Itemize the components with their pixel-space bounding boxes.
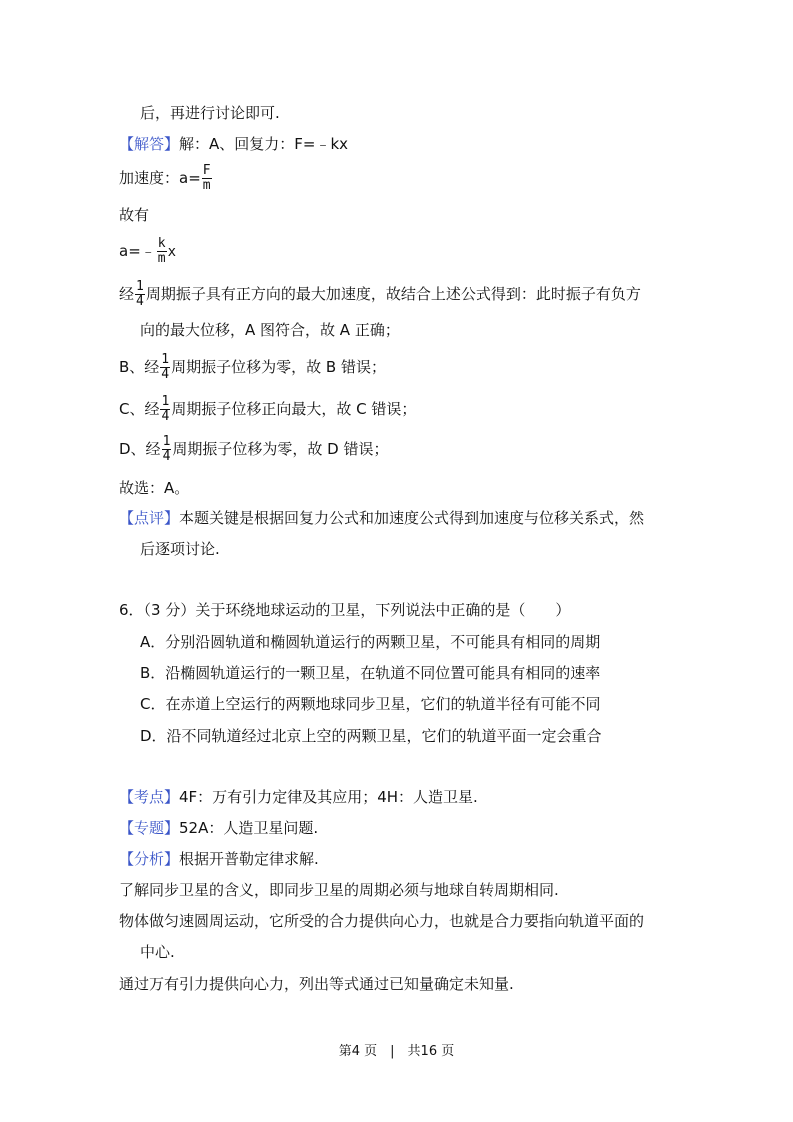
answer-tag: 【解答】 (119, 135, 180, 153)
question-option-c: C．在赤道上空运行的两颗地球同步卫星，它们的轨道半径有可能不同 (140, 695, 601, 713)
zhuanti-line (119, 818, 318, 838)
analysis-line4: 通过万有引力提供向心力，列出等式通过已知量确定未知量. (119, 975, 514, 993)
fraction-denominator: 4 (161, 367, 170, 382)
prefix-text: C、经 (119, 400, 160, 418)
analysis-line2: 物体做匀速圆周运动，它所受的合力提供向心力，也就是合力要指向轨道平面的 (119, 912, 645, 930)
analysis-text: 周期振子位移为零，故 B 错误； (171, 358, 386, 376)
option-a-analysis-line2: 向的最大位移，A 图符合，故 A 正确； (140, 321, 400, 339)
review-line2: 后逐项讨论. (140, 540, 220, 558)
a-equation-suffix: x (167, 244, 177, 260)
review-line1 (119, 508, 644, 528)
analysis-text: 周期振子位移正向最大，故 C 错误； (171, 400, 417, 418)
fraction-denominator: 4 (162, 449, 171, 464)
fenxi-text: 根据开普勒定律求解. (179, 850, 319, 868)
question-option-b: B．沿椭圆轨道运行的一颗卫星，在轨道不同位置可能具有相同的速率 (140, 664, 601, 682)
fraction-numerator: 1 (161, 394, 170, 409)
zhuanti-text: 52A：人造卫星问题. (179, 819, 319, 837)
review-text: 本题关键是根据回复力公式和加速度公式得到加速度与位移关系式，然 (179, 509, 645, 527)
answer-text: 解：A、回复力：F=﹣kx (179, 135, 349, 153)
answer-line (119, 134, 348, 154)
fraction-numerator: 1 (136, 279, 144, 294)
analysis-line1: 了解同步卫星的含义，即同步卫星的周期必须与地球自转周期相同. (119, 881, 559, 899)
a-equation-line (119, 237, 176, 266)
prefix-text: B、经 (119, 358, 160, 376)
review-tag: 【点评】 (119, 509, 180, 527)
fraction-denominator: m (157, 251, 166, 266)
fraction-denominator: 4 (136, 294, 144, 309)
question-option-d: D．沿不同轨道经过北京上空的两颗卫星，它们的轨道平面一定会重合 (140, 727, 602, 745)
option-d-analysis (119, 435, 388, 464)
fenxi-tag: 【分析】 (119, 850, 180, 868)
k-over-m-fraction (157, 237, 167, 266)
page-footer: 第4 页 | 共16 页 (338, 1044, 455, 1059)
analysis-line3: 中心. (140, 943, 175, 961)
quarter-fraction (160, 395, 170, 424)
kaodian-tag: 【考点】 (119, 788, 180, 806)
option-b-analysis (119, 353, 386, 382)
fraction-denominator: m (202, 178, 211, 193)
answer-choice: 故选：A。 (119, 479, 190, 497)
prefix-text: 经 (119, 285, 135, 303)
fraction-numerator: 1 (162, 434, 171, 449)
kaodian-text: 4F：万有引力定律及其应用；4H：人造卫星. (179, 788, 478, 806)
analysis-text: 周期振子位移为零，故 D 错误； (172, 440, 389, 458)
acceleration-label: 加速度：a= (119, 169, 201, 187)
fraction-denominator: 4 (161, 409, 170, 424)
analysis-text: 周期振子具有正方向的最大加速度，故结合上述公式得到：此时振子有负方 (145, 285, 641, 303)
option-a-analysis-line1 (119, 280, 641, 309)
zhuanti-tag: 【专题】 (119, 819, 180, 837)
question-option-a: A．分别沿圆轨道和椭圆轨道运行的两颗卫星，不可能具有相同的周期 (140, 633, 601, 651)
quarter-fraction (162, 435, 172, 464)
acceleration-line (119, 164, 213, 193)
gu-you-line: 故有 (119, 206, 150, 224)
fraction-numerator: k (157, 236, 166, 251)
prefix-text: D、经 (119, 440, 161, 458)
kaodian-line (119, 787, 478, 807)
fraction-numerator: F (202, 163, 211, 178)
fraction-numerator: 1 (161, 352, 170, 367)
quarter-fraction (160, 353, 170, 382)
solution-continuation: 后，再进行讨论即可. (140, 104, 280, 122)
question-stem: 6．（3 分）关于环绕地球运动的卫星，下列说法中正确的是（ ） (119, 601, 571, 619)
a-equation-prefix: a=﹣ (119, 242, 156, 260)
acceleration-fraction (202, 164, 212, 193)
quarter-fraction (135, 280, 145, 309)
option-c-analysis (119, 395, 416, 424)
fenxi-line (119, 849, 319, 869)
